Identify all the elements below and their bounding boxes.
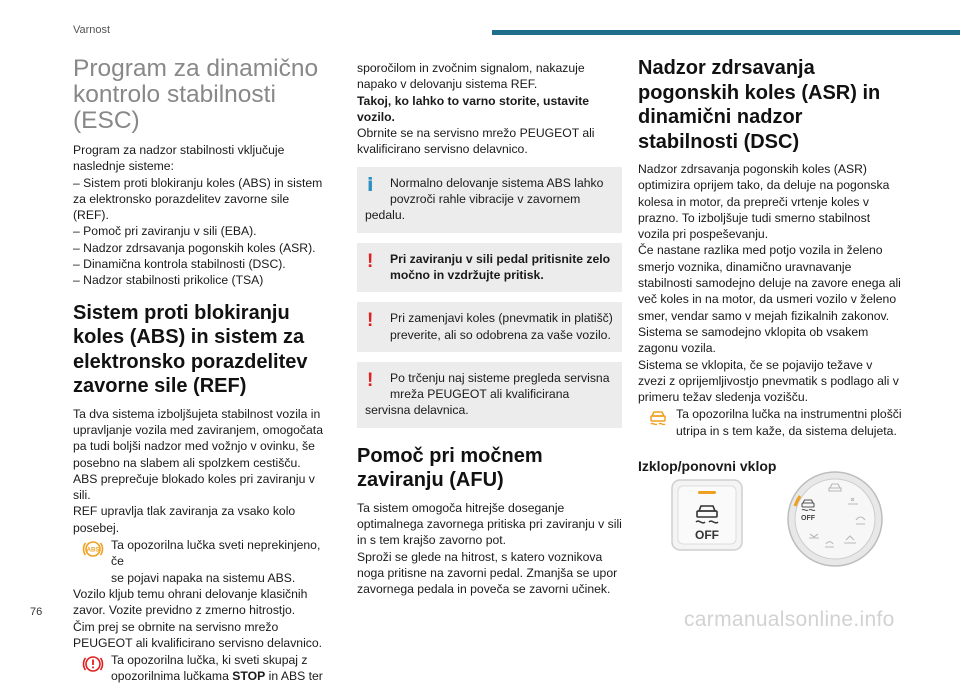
note-line: Pri zamenjavi koles (pnevmatik in platišč) [390, 311, 613, 326]
warning-note [357, 243, 622, 293]
abs-body-line: posebno na slabem ali spolzkem cestišču. [73, 455, 301, 470]
system-list-item: – Pomoč pri zaviranju v sili (EBA). [73, 224, 257, 239]
afu-body-line: zavornega pedala in poveča se zavorni učinek. [357, 582, 611, 597]
ref-bold-text: vozilo. [357, 109, 395, 124]
column-left [73, 56, 326, 685]
asr-body-line: Če nastane razlika med potjo vozila in želeno [638, 243, 883, 258]
page-title: Program za dinamično kontrolo stabilnosti (ESC) [73, 55, 319, 134]
warning-icon: ! [367, 310, 374, 332]
abs-lamp-line: se pojavi napaka na sistemu ABS. [111, 570, 296, 585]
abs-lamp-tail: Vozilo kljub temu ohrani delovanje klasičnih [73, 586, 308, 601]
abs-body-line: Ta dva sistema izboljšujeta stabilnost vozila in [73, 406, 321, 421]
system-list-item: – Nadzor zdrsavanja pogonskih koles (ASR). [73, 240, 316, 255]
asr-dsc-heading: Nadzor zdrsavanja pogonskih koles (ASR) in dinamični nadzor stabilnosti (DSC) [638, 57, 881, 153]
asr-body-line: Nadzor zdrsavanja pogonskih koles (ASR) [638, 162, 867, 176]
abs-body-line: pa tudi boljši nadzor med vožnjo v ovinku, še [73, 439, 315, 454]
afu-body-line: in s tem krajšo zavorno pot. [357, 533, 507, 548]
ref-text-line: sporočilom in zvočnim signalom, nakazuje [357, 61, 585, 75]
info-note [357, 167, 622, 233]
note-bold-text: močno in vzdržujte pritisk. [390, 267, 544, 282]
afu-body-line: Ta sistem omogoča hitrejše doseganje [357, 500, 565, 515]
ref-text-line: napako v delovanju sistema REF. [357, 77, 538, 92]
abs-body-line: upravljanje vozila med zaviranjem, omogočata [73, 422, 323, 437]
intro-line: naslednje sisteme: [73, 159, 174, 174]
ref-text-line: kvalificirano servisno delavnico. [357, 142, 528, 157]
watermark-text: carmanualsonline.info [684, 608, 895, 631]
asr-body-line: optimizira oprijem tako, da deluje na pogonska [638, 178, 890, 193]
abs-lamp-line: Ta opozorilna lučka sveti neprekinjeno, če [111, 538, 321, 569]
ref-bold-line [357, 93, 622, 109]
skidding-car-icon [647, 407, 669, 429]
asr-body-line: primeru težav sledenja vozišču. [638, 390, 809, 405]
abs-lamp-tail: Čim prej se obrnite na servisno mrežo [73, 619, 279, 634]
asr-body-line: zagonu vozila. [638, 341, 716, 356]
note-bold-text: Pri zaviranju v sili pedal pritisnite zelo [390, 251, 611, 266]
asr-body-line: kolesa in motor, da prepreči vrtenje koles v [638, 194, 869, 209]
note-line: servisna delavnica. [365, 403, 469, 418]
header-section: Varnost [73, 24, 111, 36]
abs-body-line: ABS preprečuje blokado koles pri zaviranju v sili. [73, 471, 315, 503]
note-line: pedalu. [365, 208, 405, 223]
button-off-label: OFF [695, 528, 719, 542]
brake-lamp-line: Ta opozorilna lučka, ki sveti skupaj z [111, 653, 308, 668]
brake-warning-icon [82, 653, 104, 675]
column-middle [357, 60, 622, 598]
note-line: Po trčenju naj sisteme pregleda servisna [390, 370, 610, 385]
off-on-subheading: Izklop/ponovni vklop [638, 458, 777, 475]
abs-icon-text: ABS [86, 547, 100, 554]
afu-body-line: optimalnega zavornega pritiska pri zaviranju v sili [357, 517, 622, 532]
brake-lamp-line [111, 668, 326, 684]
system-list-item: – Dinamična kontrola stabilnosti (DSC). [73, 257, 286, 272]
brake-lamp-text: opozorilnima lučkama [111, 669, 233, 684]
drive-mode-dial[interactable] [786, 470, 884, 568]
column-right [638, 56, 904, 483]
warning-note [357, 362, 622, 428]
note-line: mreža PEUGEOT ali kvalificirana [390, 387, 570, 402]
brake-lamp-text: in ABS ter [265, 669, 323, 684]
system-list-item: – Nadzor stabilnosti prikolice (TSA) [73, 273, 264, 288]
asr-body-line: prazno. To izboljšuje tudi smerno stabilnost [638, 210, 871, 225]
system-list-item: za elektronsko porazdelitev zavorne sile (REF). [73, 191, 290, 223]
afu-body-line: noga pritisne na zavorni pedal. Zmanjša se upor [357, 565, 618, 580]
abs-lamp-tail: zavor. Vozite previdno z zmerno hitrostjo. [73, 603, 296, 618]
warning-icon: ! [367, 250, 374, 272]
warning-icon: ! [367, 369, 374, 391]
asr-body-line: več koles in na motor, da usmeri vozilo v želeno [638, 292, 897, 307]
abs-body-line: posebej. [73, 520, 120, 535]
stop-label: STOP [232, 669, 266, 684]
asr-body-line: zvezi z oprijemljivostjo pnevmatik s podlago ali v [638, 373, 899, 388]
esc-lamp-block [638, 406, 904, 439]
brake-warning-lamp-block [73, 652, 326, 685]
intro-line: Program za nadzor stabilnosti vključuje [73, 143, 285, 157]
afu-body-line: Sproži se glede na hitrost, s katero voznikova [357, 549, 603, 564]
note-line: preverite, ali so odobrena za vaše vozilo. [390, 327, 611, 342]
abs-body-line: REF upravlja tlak zaviranja za vsako kolo [73, 504, 296, 519]
asr-body-line: Sistema se vklopita, če se pojavijo težave v [638, 357, 873, 372]
info-icon: i [367, 173, 374, 196]
page-number: 76 [30, 606, 43, 618]
afu-heading: Pomoč pri močnem zaviranju (AFU) [357, 444, 543, 492]
esc-lamp-line: utripa in s tem kaže, da sistema delujeta. [676, 423, 897, 438]
asr-body-line: vozila pri pospeševanju. [638, 227, 769, 242]
asr-body-line: stabilnosti samodejno deluje na zavore enega ali [638, 276, 901, 291]
button-indicator-led [698, 491, 716, 494]
dial-off-label: OFF [801, 515, 815, 522]
asr-body-line: Sistema se samodejno vklopita ob vsakem [638, 324, 869, 339]
abs-lamp-tail: PEUGEOT ali kvalificirano servisno delavnico. [73, 635, 323, 650]
ref-bold-text: Takoj, ko lahko to varno storite, ustavite [357, 93, 590, 108]
abs-warning-lamp-block [73, 537, 326, 651]
note-line: povzroči rahle vibracije v zavornem [390, 192, 581, 207]
esc-lamp-line: Ta opozorilna lučka na instrumentni plošči [676, 407, 902, 422]
asr-body-line: smerjo voznika, dinamično uravnavanje [638, 259, 852, 274]
note-line [390, 251, 614, 267]
note-line: Normalno delovanje sistema ABS lahko [390, 175, 604, 190]
system-list-item: – Sistem proti blokiranju koles (ABS) in sistem [73, 175, 323, 190]
header-accent-bar [492, 30, 960, 35]
abs-heading: Sistem proti blokiranju koles (ABS) in sistem za elektronsko porazdelitev zavorne sile (REF) [73, 301, 308, 398]
note-line [390, 267, 614, 283]
esc-off-button[interactable] [671, 479, 743, 551]
ref-text-line: Obrnite se na servisno mrežo PEUGEOT ali [357, 126, 595, 141]
warning-note [357, 302, 622, 352]
asr-body-line: smer, vendar samo v mejah fizikalnih zakonov. [638, 308, 890, 323]
abs-warning-icon [82, 538, 104, 560]
ref-bold-line [357, 109, 622, 125]
